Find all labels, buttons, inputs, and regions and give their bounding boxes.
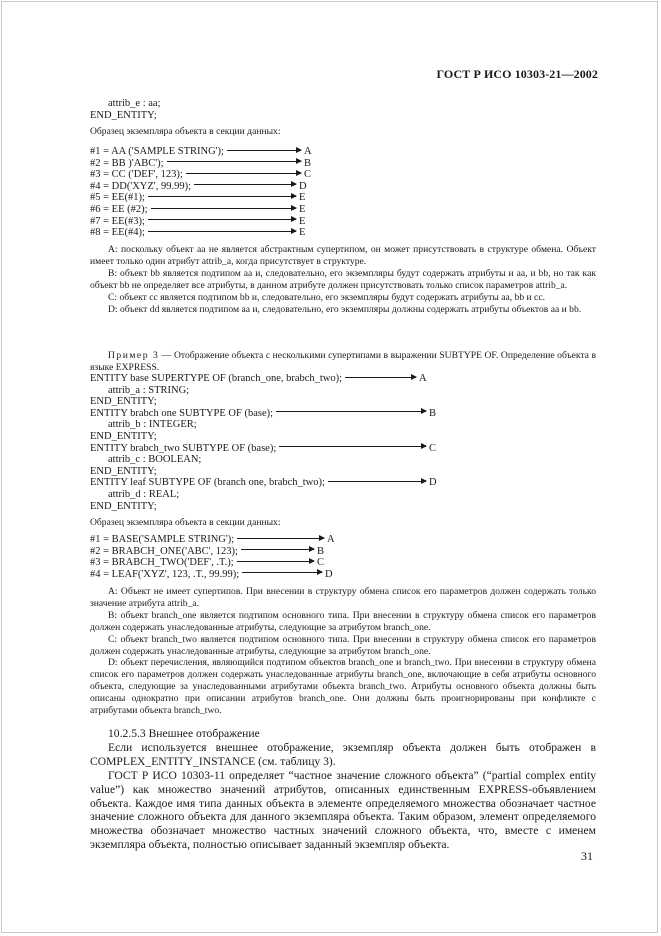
instance-text: #3 = BRABCH_TWO('DEF', .T.); (90, 557, 234, 569)
instance-line (90, 534, 335, 546)
instance-target: C (304, 169, 312, 181)
instance-line (90, 158, 312, 170)
example-3 (90, 350, 596, 374)
code-line (90, 110, 160, 122)
instance-target: C (317, 557, 325, 569)
instance-text: #3 = CC ('DEF', 123); (90, 169, 183, 181)
instance-target: E (299, 203, 306, 215)
arrow-icon (194, 184, 296, 186)
instance-text: #6 = EE (#2); (90, 203, 148, 215)
note: С: объект cc является подтипом bb и, следовательно, его экземпляры будут содержать атрибуты aa, bb и cc. (108, 291, 545, 303)
entity-line (90, 443, 437, 455)
entity-line (90, 385, 437, 397)
arrow-icon (148, 196, 296, 198)
arrow-icon (148, 231, 296, 233)
notes-list-1 (90, 244, 596, 315)
entity-line (90, 431, 437, 443)
instance-target: A (327, 534, 335, 545)
section-paragraph: Если используется внешнее отображение, экземпляр объекта должен быть отображен в COMPLEX_ENTITY_INSTANCE (см. таблицу 3). (90, 740, 596, 768)
entity-target: D (429, 477, 437, 489)
sample-label-2: Образец экземпляра объекта в секции данных: (90, 517, 281, 528)
instance-text: #1 = AA ('SAMPLE STRING'); (90, 146, 224, 157)
entity-line (90, 408, 437, 420)
instance-target: B (317, 545, 325, 557)
instance-line (90, 227, 312, 239)
entity-line (90, 466, 437, 478)
instance-text: #5 = EE(#1); (90, 192, 145, 204)
entity-line (90, 501, 437, 513)
instance-target: E (299, 227, 306, 239)
code-text: attrib_e : aa; (108, 98, 161, 109)
instance-target: D (299, 180, 307, 192)
instance-text: #4 = LEAF('XYZ', 123, .T., 99.99); (90, 568, 240, 580)
instance-target: E (299, 215, 306, 227)
instance-target: B (304, 157, 312, 169)
instance-target: D (325, 568, 333, 580)
arrow-icon (242, 572, 322, 574)
note: А: поскольку объект aa не является абстрактным супертипом, он может присутствовать в структуре обмена. Объект имеет только один атрибут attrib_a, когда присутствует в структуре. (90, 244, 596, 267)
entity-text: END_ENTITY; (90, 430, 157, 442)
instance-line (90, 146, 312, 158)
arrow-icon (237, 561, 314, 563)
instance-target: E (299, 192, 306, 204)
note: В: объект bb является подтипом aa и, следовательно, его экземпляры будут содержать атрибуты и aa, и bb, но так как объект bb не определяет все атрибуты, в данном атрибуте должен присутствовать только список параметров attrib_a. (90, 267, 596, 291)
instance-line (90, 569, 335, 581)
arrow-icon (227, 150, 301, 152)
code-block-end-entity (90, 98, 160, 121)
arrow-icon (345, 377, 416, 379)
code-line (90, 98, 160, 110)
example-3-text: — Отображение объекта с несколькими супертипами в выражении SUBTYPE OF. Определение объекта в языке EXPRESS. (90, 350, 597, 373)
instance-text: #4 = DD('XYZ', 99.99); (90, 180, 191, 192)
instance-line (90, 546, 335, 558)
entity-text: attrib_c : BOOLEAN; (108, 454, 202, 466)
instances-list-2 (90, 534, 335, 580)
arrow-icon (279, 446, 426, 448)
instance-line (90, 216, 312, 228)
instance-line (90, 557, 335, 569)
note: D: объект перечисления, являющийся подтипом объектов branch_one и branch_two. При внесении в структуру обмена список его параметров должен содержать унаследованные атрибуты branch_one, включающие в себя атрибуты основного объекта, следующие за унаследованными атрибутами объекта branch_two. Атрибуты основного объекта должны быть описаны однократно при описании атрибутов branch_one. Они должны быть проигнорированы при конфликте с атрибутами объекта branch_two. (90, 657, 596, 717)
entity-line (90, 489, 437, 501)
arrow-icon (151, 208, 296, 210)
note: А: Объект не имеет супертипов. При внесении в структуру обмена список его параметров должен содержать только значение атрибута attrib_a. (90, 586, 596, 609)
entity-text: ENTITY brabch_two SUBTYPE OF (base); (90, 442, 277, 454)
section-10-2-5-3 (90, 727, 596, 852)
arrow-icon (328, 481, 426, 483)
entity-text: END_ENTITY; (90, 465, 157, 477)
arrow-icon (241, 549, 314, 551)
instance-line (90, 204, 312, 216)
note: D: объект dd является подтипом aa и, следовательно, его экземпляры должны содержать атрибуты объектов aa и bb. (108, 303, 582, 315)
entity-line (90, 419, 437, 431)
instance-text: #2 = BB )'ABC'); (90, 157, 164, 169)
entity-text: END_ENTITY; (90, 500, 157, 512)
entity-line (90, 477, 437, 489)
entity-target: A (419, 373, 427, 384)
entity-text: attrib_a : STRING; (108, 384, 190, 396)
instance-text: #1 = BASE('SAMPLE STRING'); (90, 534, 235, 545)
example-3-prefix: Пример 3 (108, 350, 160, 361)
entity-line (90, 454, 437, 466)
instance-line (90, 169, 312, 181)
entity-line (90, 373, 437, 385)
instance-line (90, 181, 312, 193)
entity-definitions (90, 373, 437, 512)
entity-text: END_ENTITY; (90, 396, 157, 408)
arrow-icon (276, 411, 426, 413)
instance-line (90, 192, 312, 204)
code-text: END_ENTITY; (90, 109, 157, 121)
notes-list-2 (90, 586, 596, 717)
arrow-icon (167, 161, 301, 163)
entity-text: attrib_b : INTEGER; (108, 419, 197, 431)
entity-text: ENTITY leaf SUBTYPE OF (branch one, brabch_two); (90, 477, 325, 489)
arrow-icon (186, 173, 301, 175)
entity-target: C (429, 442, 437, 454)
sample-label-1: Образец экземпляра объекта в секции данных: (90, 126, 281, 137)
instance-text: #7 = EE(#3); (90, 215, 145, 227)
entity-text: ENTITY brabch one SUBTYPE OF (base); (90, 407, 274, 419)
document-header: ГОСТ Р ИСО 10303-21—2002 (436, 67, 598, 81)
section-paragraph: ГОСТ Р ИСО 10303-11 определяет “частное значение сложного объекта” (“partial complex entity value”) как множество значений атрибутов, описанных единственным EXPRESS-объявлением объекта. Каждое имя типа данных объекта в элементе определяемого множества обозначает частное значение сложного объекта для данного экземпляра объекта. Таким образом, элемент определяемого множества обозначает множество частных значений сложного объекта, что, вместе с именем экземпляра объекта, полностью описывает заданный экземпляр объекта. (90, 768, 596, 852)
arrow-icon (237, 538, 324, 540)
page-number: 31 (581, 849, 593, 863)
instance-text: #2 = BRABCH_ONE('ABC', 123); (90, 545, 238, 557)
note: С: объект branch_two является подтипом основного типа. При внесении в структуру обмена список его параметров должен содержать унаследованные атрибуты, следующие за атрибутом branch_one. (90, 633, 596, 657)
instance-text: #8 = EE(#4); (90, 227, 145, 239)
instance-target: A (304, 146, 312, 157)
section-heading: 10.2.5.3 Внешнее отображение (108, 727, 260, 740)
arrow-icon (148, 219, 296, 221)
entity-line (90, 396, 437, 408)
entity-target: B (429, 407, 437, 419)
entity-text: ENTITY base SUPERTYPE OF (branch_one, brabch_two); (90, 373, 343, 384)
note: В: объект branch_one является подтипом основного типа. При внесении в структуру обмена список его параметров должен содержать унаследованные атрибуты, следующие за атрибутом branch_one. (90, 609, 596, 633)
instances-list-1 (90, 146, 312, 239)
entity-text: attrib_d : REAL; (108, 488, 180, 500)
